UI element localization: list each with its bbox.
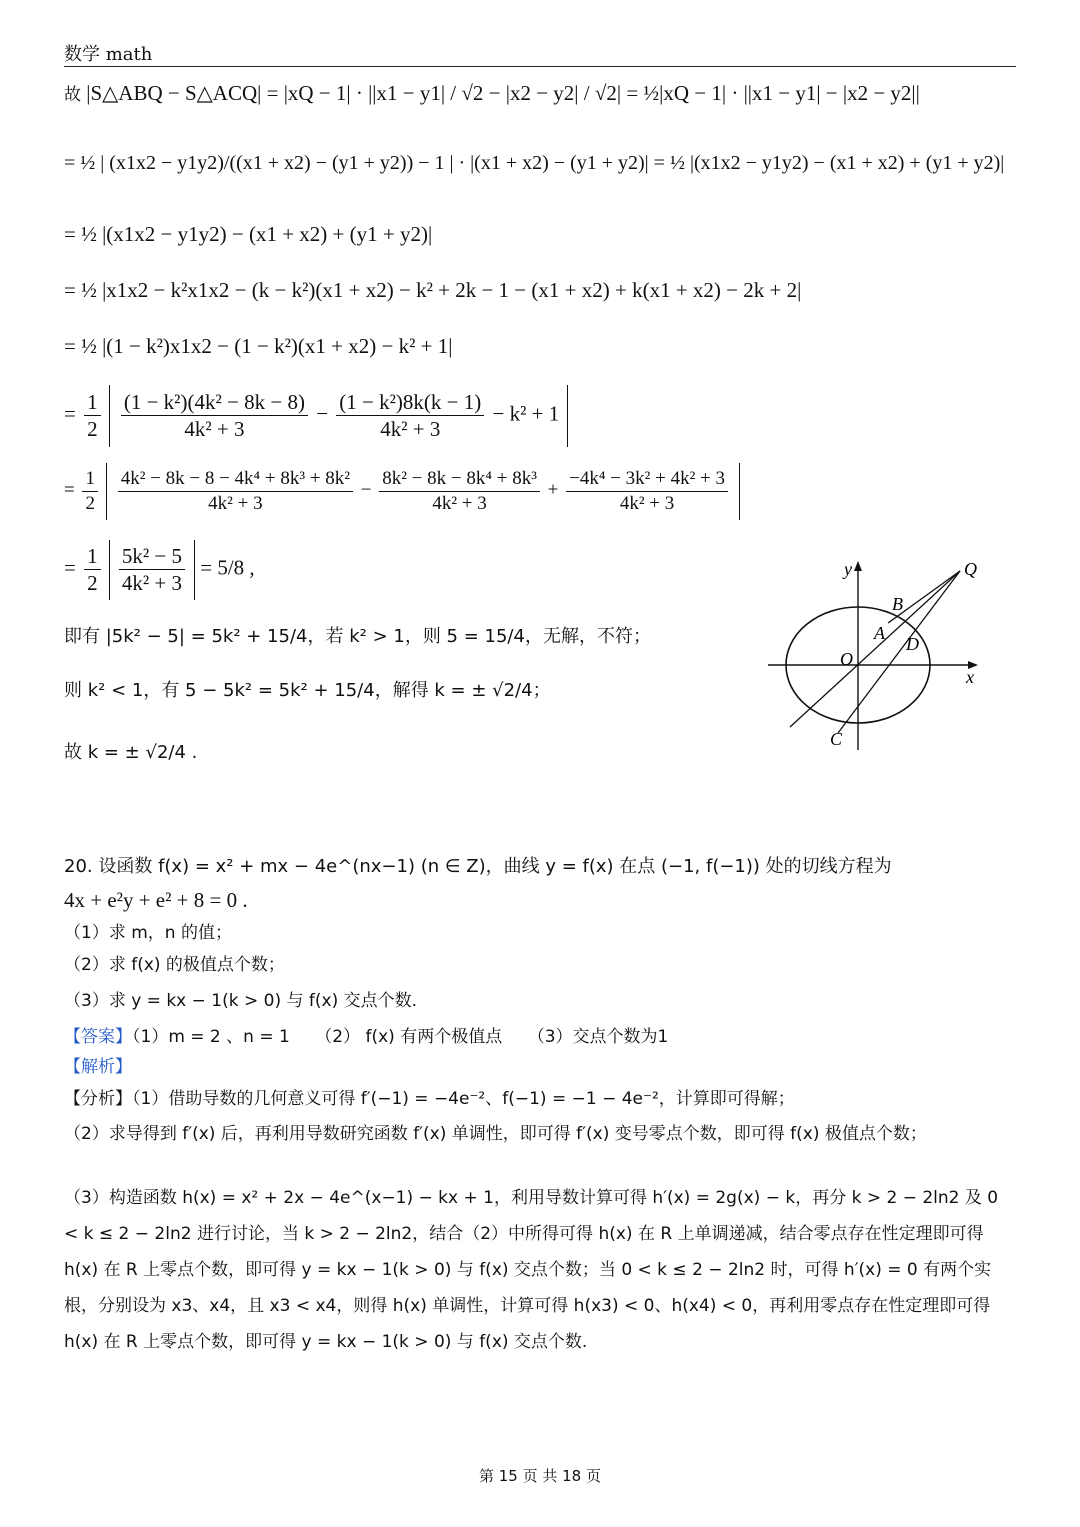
derivation-line-9: 即有 |5k² − 5| = 5k² + 15/4，若 k² > 1，则 5 = 15/4，无解，不符；	[64, 626, 651, 647]
answer-text: （1）m = 2 、n = 1 （2） f(x) 有两个极值点 （3）交点个数为1	[132, 1027, 669, 1047]
y-axis-arrow	[854, 561, 862, 571]
line7-frac2-den: 4k² + 3	[432, 492, 487, 514]
line7-frac3-den: 4k² + 3	[619, 492, 675, 514]
derivation-line-1	[64, 80, 920, 106]
problem-question-2: （2）求 f(x) 的极值点个数；	[64, 955, 285, 975]
line7-frac1-den: 4k² + 3	[208, 492, 263, 514]
derivation-line-7: = $\frac{1}{2}$ $\frac{\text{4k² − 8k − 8 − 4k⁴ + 8k³ + 8k²}}{\text{4k² + 3}}$ − $\frac{\text{8k² − 8k − 8k⁴ + 8k³}}{\text{4k² + 3}}$ + $\frac{\text{−4k⁴ − 3k² + 4k² + 3}}{\text{4k² + 3}}$	[64, 463, 740, 520]
problem-stem-1: 20. 设函数 f(x) = x² + mx − 4e^(nx−1) (n ∈ Z)，曲线 y = f(x) 在点 (−1, f(−1)) 处的切线方程为	[64, 856, 892, 877]
line8-result: = 5/8 ,	[200, 555, 255, 580]
label-b: B	[892, 594, 903, 614]
derivation-line-4: = ½ |x1x2 − k²x1x2 − (k − k²)(x1 + x2) − k² + 2k − 1 − (x1 + x2) + k(x1 + x2) − 2k + 2|	[64, 278, 802, 302]
analysis-p1: （1）借助导数的几何意义可得 f′(−1) = −4e⁻²、f(−1) = −1 − 4e⁻²，计算即可得解；	[132, 1089, 795, 1109]
derivation-line-11: 故 k = ± √2/4 .	[64, 742, 198, 763]
analysis-line-1	[64, 1084, 795, 1109]
derivation-line-10: 则 k² < 1，有 5 − 5k² = 5k² + 15/4，解得 k = ± √2/4；	[64, 680, 551, 701]
line7-frac3-num: −4k⁴ − 3k² + 4k² + 3	[566, 467, 728, 492]
line8-num: 5k² − 5	[119, 543, 185, 570]
analysis-header	[64, 1052, 132, 1077]
header-title: 数学 math	[64, 44, 153, 65]
label-q: Q	[964, 559, 977, 579]
line8-den: 4k² + 3	[121, 571, 182, 596]
analysis-p3: （3）构造函数 h(x) = x² + 2x − 4e^(x−1) − kx + 1，利用导数计算可得 h′(x) = 2g(x) − k，再分 k > 2 − 2ln2 及 0 < k ≤ 2 − 2ln2 进行讨论，当 k > 2 − 2ln2，结合（2）中所得可得 h(x) 在 R 上单调递减，结合零点存在性定理即可得 h(x) 在 R 上零点个数，即可得 y = kx − 1(k > 0) 与 f(x) 交点个数；当 0 < k ≤ 2 − 2ln2 时，可得 h′(x) = 0 有两个实根，分别设为 x3、x4，且 x3 < x4，则得 h(x) 单调性，计算可得 h(x3) < 0、h(x4) < 0，再利用零点存在性定理即可得 h(x) 在 R 上零点个数，即可得 y = kx − 1(k > 0) 与 f(x) 交点个数.	[64, 1188, 999, 1352]
derivation-line-1-lhs: |S△ABQ − S△ACQ| =	[86, 81, 279, 105]
line6-frac1-num: (1 − k²)(4k² − 8k − 8)	[121, 389, 308, 416]
derivation-line-1-end: ½|xQ − 1| · ||x1 − y1| − |x2 − y2||	[643, 81, 920, 105]
line-qb	[790, 571, 960, 727]
line6-frac2-num: (1 − k²)8k(k − 1)	[336, 389, 484, 416]
derivation-line-1-mid: |xQ − 1| · ||x1 − y1| / √2 − |x2 − y2| / √2| =	[283, 81, 639, 105]
label-y: y	[844, 559, 852, 579]
header-divider	[64, 66, 1016, 67]
line7-frac2-num: 8k² − 8k − 8k⁴ + 8k³	[379, 467, 540, 492]
label-o: O	[840, 649, 853, 669]
line6-frac1-den: 4k² + 3	[184, 417, 245, 442]
line6-tail: − k² + 1	[492, 401, 560, 426]
derivation-line-5: = ½ |(1 − k²)x1x2 − (1 − k²)(x1 + x2) − k² + 1|	[64, 334, 453, 358]
line7-frac1-num: 4k² − 8k − 8 − 4k⁴ + 8k³ + 8k²	[118, 467, 353, 492]
line6-frac2-den: 4k² + 3	[380, 417, 441, 442]
derivation-line-2: = ½ | (x1x2 − y1y2)/((x1 + x2) − (y1 + y2)) − 1 | · |(x1 + x2) − (y1 + y2)| = ½ |(x1x2 − y1y2) − (x1 + x2) + (y1 + y2)|	[64, 152, 1005, 174]
answer-tag: 【答案】	[64, 1027, 132, 1047]
label-a: A	[874, 623, 885, 643]
label-x: x	[966, 667, 974, 687]
fenxi-tag: 【分析】	[64, 1089, 132, 1109]
problem-stem-2: 4x + e²y + e² + 8 = 0 .	[64, 888, 248, 912]
derivation-line-8: = $\frac{1}{2}$ $\frac{\text{5k² − 5}}{\text{4k² + 3}}$ = 5/8 ,	[64, 540, 255, 600]
label-d: D	[906, 634, 919, 654]
problem-question-1: （1）求 m，n 的值；	[64, 923, 232, 943]
analysis-tag: 【解析】	[64, 1057, 132, 1077]
analysis-p2: （2）求导得到 f′(x) 后，再利用导数研究函数 f′(x) 单调性，即可得 f′(x) 变号零点个数，即可得 f(x) 极值点个数；	[64, 1124, 927, 1144]
label-c: C	[830, 729, 843, 749]
derivation-line-3: = ½ |(x1x2 − y1y2) − (x1 + x2) + (y1 + y2)|	[64, 222, 433, 246]
page-footer: 第 15 页 共 18 页	[478, 1467, 601, 1485]
answer-line	[64, 1022, 668, 1047]
derivation-line-1-prefix: 故	[64, 85, 81, 105]
problem-question-3: （3）求 y = kx − 1(k > 0) 与 f(x) 交点个数.	[64, 991, 418, 1011]
derivation-line-6: = $\frac{1}{2}$ $\frac{\text{(1 − k²)(4k² − 8k − 8)}}{\text{4k² + 3}}$ − $\frac{\text{(1 − k²)8k(k − 1)}}{\text{4k² + 3}}$ − k² + 1	[64, 385, 568, 447]
ellipse-diagram	[760, 555, 990, 755]
